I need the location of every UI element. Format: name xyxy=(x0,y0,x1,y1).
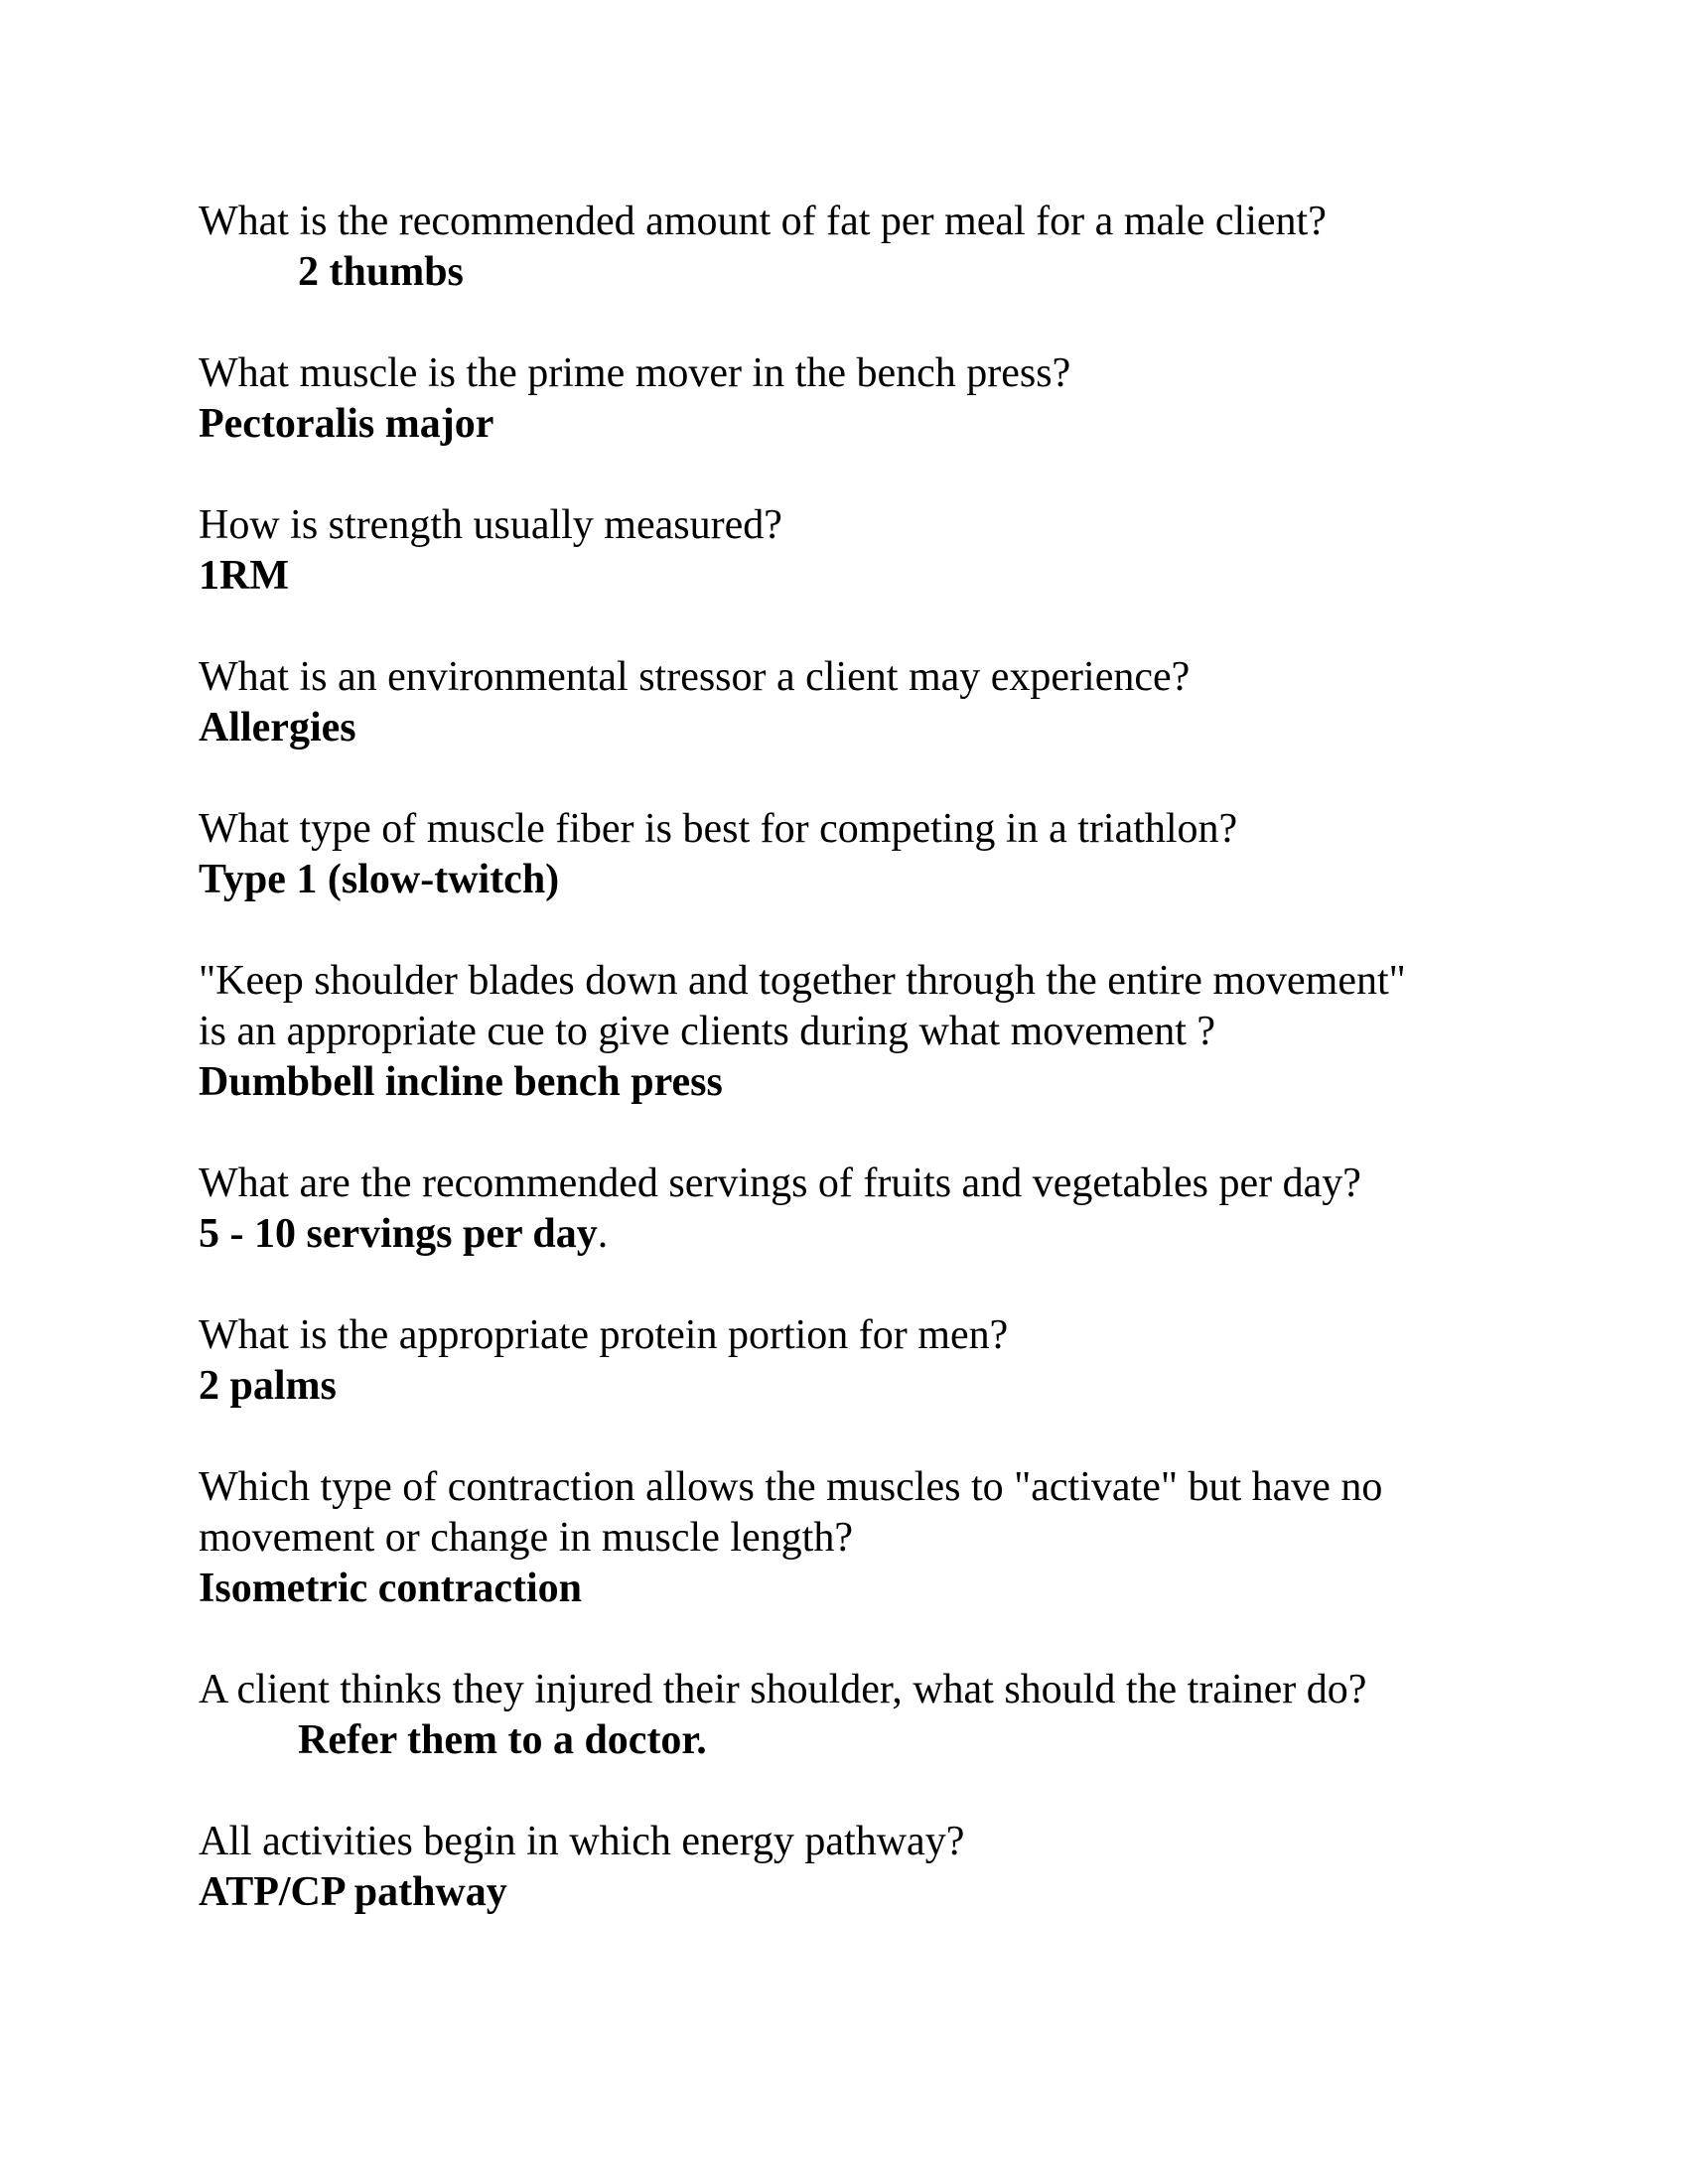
answer-text: ATP/CP pathway xyxy=(199,1869,507,1915)
question-text: All activities begin in which energy pathway? xyxy=(199,1819,965,1864)
question-text-line-1: "Keep shoulder blades down and together through the entire movement" xyxy=(199,958,1406,1004)
question-text: What is the appropriate protein portion for men? xyxy=(199,1312,1009,1358)
qa-item-environmental-stressor xyxy=(199,652,1509,753)
question-text: What are the recommended servings of fruits and vegetables per day? xyxy=(199,1160,1361,1206)
question-text-line-2: is an appropriate cue to give clients during what movement ? xyxy=(199,1009,1216,1054)
answer-text: 1RM xyxy=(199,553,289,599)
answer-text: 5 - 10 servings per day xyxy=(199,1211,598,1257)
answer-text: 2 thumbs xyxy=(298,249,464,295)
question-text-line-2: movement or change in muscle length? xyxy=(199,1515,853,1561)
answer-text: Allergies xyxy=(199,705,356,751)
question-text: How is strength usually measured? xyxy=(199,502,782,548)
question-text: What is an environmental stressor a client may experience? xyxy=(199,654,1191,700)
qa-item-muscle-fiber-triathlon xyxy=(199,804,1509,905)
qa-item-fruit-veg-servings xyxy=(199,1159,1509,1260)
question-text-line-1: Which type of contraction allows the muscles to "activate" but have no xyxy=(199,1464,1383,1510)
qa-item-shoulder-blades-cue xyxy=(199,956,1509,1108)
answer-text: Isometric contraction xyxy=(199,1566,583,1611)
answer-text: 2 palms xyxy=(199,1363,337,1409)
question-text: A client thinks they injured their shoulder, what should the trainer do? xyxy=(199,1667,1367,1712)
question-text: What type of muscle fiber is best for competing in a triathlon? xyxy=(199,806,1238,852)
qa-item-fat-per-meal xyxy=(199,197,1509,298)
qa-item-energy-pathway xyxy=(199,1817,1509,1918)
qa-item-contraction-type xyxy=(199,1462,1509,1614)
answer-line xyxy=(199,1209,1509,1260)
answer-text: Type 1 (slow-twitch) xyxy=(199,857,560,902)
qa-item-protein-portion xyxy=(199,1310,1509,1412)
question-text: What muscle is the prime mover in the bench press? xyxy=(199,350,1071,396)
question-text: What is the recommended amount of fat per meal for a male client? xyxy=(199,199,1327,244)
qa-item-strength-measure xyxy=(199,500,1509,602)
answer-trailing-period: . xyxy=(597,1211,609,1257)
qa-item-shoulder-injury xyxy=(199,1665,1509,1766)
answer-text: Pectoralis major xyxy=(199,401,494,447)
qa-item-bench-press-prime-mover xyxy=(199,348,1509,450)
answer-text: Refer them to a doctor. xyxy=(298,1717,707,1763)
answer-text: Dumbbell incline bench press xyxy=(199,1059,723,1105)
qa-list xyxy=(199,197,1509,1969)
